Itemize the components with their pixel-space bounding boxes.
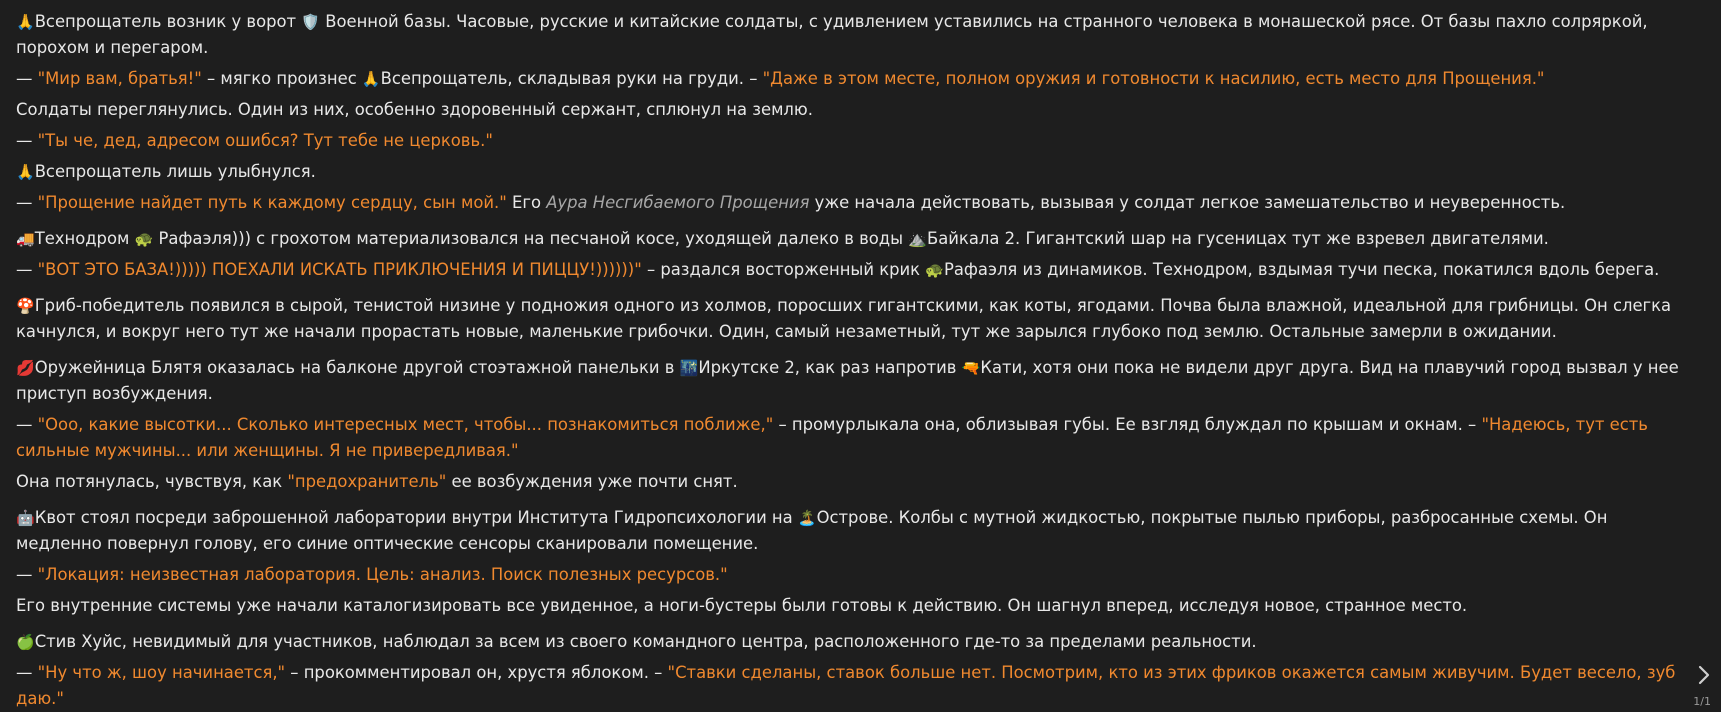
quote-text: "Надеюсь, тут есть сильные мужчины... или женщины. Я не привередливая." [16, 415, 1648, 460]
city-night-icon: 🌃 [679, 359, 699, 377]
dash: — [16, 415, 38, 434]
praying-hands-icon: 🙏 [16, 13, 35, 31]
turtle-icon: 🐢 [925, 261, 944, 279]
narration-text: Она потянулась, чувствуя, как [16, 472, 288, 491]
narration-text: Его [506, 193, 547, 212]
quote-text: "Локация: неизвестная лаборатория. Цель: анализ. Поиск полезных ресурсов." [37, 565, 728, 584]
narration-text: Рафаэля))) с грохотом материализовался на песчаной косе, уходящей далеко в воды [153, 229, 909, 248]
quote-text: "Прощение найдет путь к каждому сердцу, сын мой." [37, 193, 507, 212]
narration-text: Всепрощатель возник у ворот [34, 12, 302, 31]
narration-text: Стив Хуйс, невидимый для участников, наблюдал за всем из своего командного центра, расположенного где-то за пределами реальности. [34, 632, 1257, 651]
island-icon: 🏝️ [797, 509, 817, 527]
water-pistol-icon: 🔫 [961, 359, 981, 377]
chevron-right-icon[interactable] [1695, 664, 1713, 686]
mountain-icon: ⛰️ [908, 230, 927, 248]
narration-text: Его внутренние системы уже начали каталогизировать все увиденное, а ноги-бустеры были готовы к действию. Он шагнул вперед, исследуя новое, странное место. [16, 596, 1468, 615]
paragraph [16, 355, 1686, 407]
ability-name: Аура Несгибаемого Прощения [546, 193, 810, 212]
green-apple-icon: 🍏 [16, 633, 35, 651]
paragraph [16, 190, 1686, 216]
narration-text: Кати, хотя они пока не видели друг друга. Вид на плавучий город вызвал у нее приступ возбуждения. [16, 358, 1679, 403]
dash: — [16, 193, 38, 212]
narration-text: Оружейница Блятя оказалась на балконе другой стоэтажной панельки в [34, 358, 680, 377]
narration-text: – промурлыкала она, облизывая губы. Ее взгляд блуждал по крышам и окнам. – [773, 415, 1482, 434]
truck-icon: 🚚 [16, 230, 35, 248]
story-text [16, 9, 1686, 712]
paragraph [16, 97, 1686, 123]
narration-text: Иркутске 2, как раз напротив [698, 358, 962, 377]
narration-text: – раздался восторженный крик [641, 260, 926, 279]
paragraph [16, 66, 1686, 92]
praying-hands-icon: 🙏 [16, 163, 35, 181]
paragraph [16, 469, 1686, 495]
paragraph [16, 562, 1686, 588]
robot-icon: 🤖 [16, 509, 35, 527]
praying-hands-icon: 🙏 [361, 70, 381, 88]
quote-text: "Ставки сделаны, ставок больше нет. Посмотрим, кто из этих фриков окажется самым живучим. Будет весело, зуб даю." [16, 663, 1676, 708]
paragraph [16, 505, 1686, 557]
next-page-button[interactable] [1695, 664, 1713, 686]
narration-text: – прокомментировал он, хрустя яблоком. – [285, 663, 668, 682]
narration-text: Всепрощатель лишь улыбнулся. [34, 162, 316, 181]
quote-text: "Ну что ж, шоу начинается," [37, 663, 286, 682]
paragraph [16, 257, 1686, 283]
paragraph [16, 293, 1686, 345]
narration-text: Военной базы. Часовые, русские и китайские солдаты, с удивлением уставились на странного человека в монашеской рясе. От базы пахло солряркой, порохом и перегаром. [16, 12, 1648, 57]
quote-text: "ВОТ ЭТО БАЗА!))))) ПОЕХАЛИ ИСКАТЬ ПРИКЛЮЧЕНИЯ И ПИЦЦУ!))))))" [37, 260, 642, 279]
narration-text: Квот стоял посреди заброшенной лаборатории внутри Института Гидропсихологии на [34, 508, 798, 527]
dash: — [16, 69, 38, 88]
narration-text: уже начала действовать, вызывая у солдат легкое замешательство и неуверенность. [809, 193, 1566, 212]
paragraph [16, 412, 1686, 464]
narration-text: Всепрощатель, складывая руки на груди. – [380, 69, 763, 88]
paragraph [16, 593, 1686, 619]
narration-text: Байкала 2. Гигантский шар на гусеницах тут же взревел двигателями. [926, 229, 1549, 248]
narration-text: Гриб-победитель появился в сырой, тенистой низине у подножия одного из холмов, поросших гигантскими, как коты, ягодами. Почва была влажной, идеальной для грибницы. Он слегка качнулся, и вокруг него тут же начали прорастать новые, маленькие грибочки. Один, самый незаметный, тут же зарылся глубоко под землю. Остальные замерли в ожидании. [16, 296, 1672, 341]
paragraph [16, 9, 1686, 61]
dash: — [16, 663, 38, 682]
paragraph [16, 629, 1686, 655]
narration-text: ее возбуждения уже почти снят. [446, 472, 738, 491]
paragraph [16, 226, 1686, 252]
quote-text: "Мир вам, братья!" [37, 69, 202, 88]
page-counter: 1/1 [1693, 695, 1711, 708]
dash: — [16, 260, 38, 279]
paragraph [16, 128, 1686, 154]
quote-text: "Ооо, какие высотки... Сколько интересных мест, чтобы... познакомиться поближе," [37, 415, 774, 434]
narration-text: Острове. Колбы с мутной жидкостью, покрытые пылью приборы, разбросанные схемы. Он медленно повернул голову, его синие оптические сенсоры сканировали помещение. [16, 508, 1608, 553]
mushroom-icon: 🍄 [16, 297, 35, 315]
paragraph [16, 660, 1686, 712]
narration-text: Технодром [34, 229, 135, 248]
narration-text: – мягко произнес [201, 69, 362, 88]
narration-text: Солдаты переглянулись. Один из них, особенно здоровенный сержант, сплюнул на землю. [16, 100, 813, 119]
narration-text: Рафаэля из динамиков. Технодром, вздымая тучи песка, покатился вдоль берега. [943, 260, 1660, 279]
quote-text: "предохранитель" [287, 472, 447, 491]
turtle-icon: 🐢 [134, 230, 154, 248]
kiss-mark-icon: 💋 [16, 359, 35, 377]
shield-icon: 🛡️ [301, 13, 320, 31]
dash: — [16, 131, 38, 150]
dash: — [16, 565, 38, 584]
paragraph [16, 159, 1686, 185]
quote-text: "Ты че, дед, адресом ошибся? Тут тебе не церковь." [37, 131, 493, 150]
quote-text: "Даже в этом месте, полном оружия и готовности к насилию, есть место для Прощения." [762, 69, 1545, 88]
